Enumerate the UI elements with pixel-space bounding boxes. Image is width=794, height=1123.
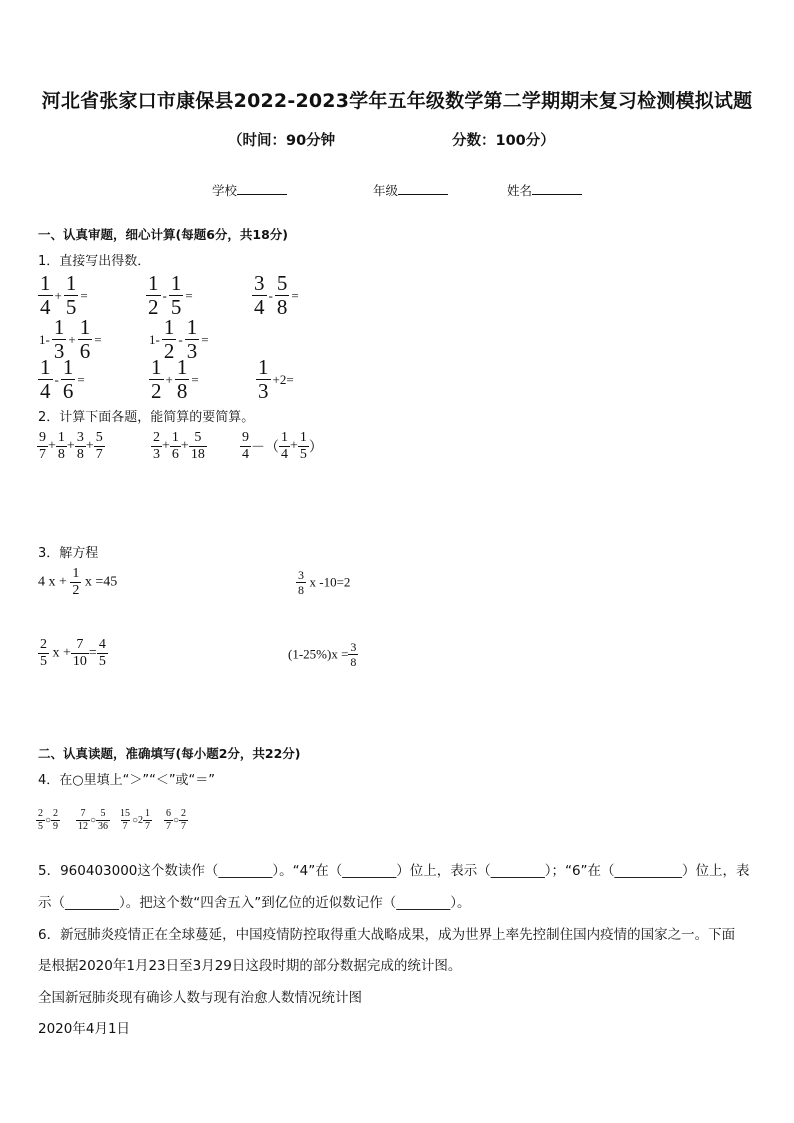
q1-expr-1-3: $\frac{3}{4}$ - $\frac{5}{8}$ = [254,271,299,319]
section-2-heading: 二、认真读题，准确填写(每小题2分，共22分) [38,746,301,761]
q1-expr-1-2: $\frac{1}{2}$ - $\frac{1}{5}$ = [148,271,193,319]
question-5-line-1: 5．960403000这个数读作（________）。“4”在（________）位上，表示（________）；“6”在（__________）位上，表 [38,863,750,879]
question-5-line-2: 示（________）。把这个数“四舍五入”到亿位的近似数记作（________）。 [38,895,471,911]
compare-circle-2[interactable]: ○ [90,814,97,826]
grade-field[interactable] [373,181,448,199]
compare-circle-3[interactable]: ○ [132,814,139,826]
question-4-label: 4．在○里填上“＞”“＜”或“＝” [38,773,216,788]
q1-expr-2-2: 1- $\frac{1}{2}$ - $\frac{1}{3}$ = [149,315,209,363]
q3-equation-2: $\frac{3}{8}$ x -10=2 [298,568,351,597]
q1-expr-3-2: $\frac{1}{2}$ + $\frac{1}{8}$ = [151,355,199,403]
name-field[interactable] [507,181,582,199]
exam-time: （时间：90分钟 [228,133,336,149]
chart-date: 2020年4月1日 [38,1021,131,1037]
q1-expr-2-1: 1- $\frac{1}{3}$ + $\frac{1}{6}$ = [39,315,102,363]
school-field[interactable] [212,181,287,199]
q4-compare-4: $\frac{6}{7}$ ○ $\frac{2}{7}$ [166,808,187,832]
q4-compare-2: $\frac{7}{12}$ ○ $\frac{5}{36}$ [78,808,109,832]
school-blank[interactable] [237,182,287,195]
compare-circle-1[interactable]: ○ [45,814,52,826]
q4-compare-1: $\frac{2}{5}$ ○ $\frac{2}{9}$ [38,808,59,832]
q2-expr-1: $\frac{9}{7}$ + $\frac{1}{8}$ + $\frac{3}{8}$ + $\frac{5}{7}$ [39,430,103,462]
page-title: 河北省张家口市康保县2022-2023学年五年级数学第二学期期末复习检测模拟试题 [41,90,753,112]
question-2-label: 2．计算下面各题，能简算的要简算。 [38,410,255,425]
question-6-line-2: 是根据2020年1月23日至3月29日这段时期的部分数据完成的统计图。 [38,958,462,974]
q3-equation-3: $\frac{2}{5}$ x + $\frac{7}{10}$ = $\frac{4}{5}$ [40,637,106,669]
q3-equation-4: (1-25%)x = $\frac{3}{8}$ [288,640,357,669]
q1-expr-1-1: $\frac{1}{4}$ + $\frac{1}{5}$ = [40,271,88,319]
exam-score: 分数：100分） [452,133,555,149]
q2-expr-3: $\frac{9}{4}$ －（ $\frac{1}{4}$ + $\frac{1}{5}$ ） [242,430,323,462]
name-blank[interactable] [532,182,582,195]
q4-compare-3: $\frac{15}{7}$ ○2 $\frac{1}{7}$ [120,808,151,832]
q1-expr-3-3: $\frac{1}{3}$ +2= [258,355,294,403]
q3-equation-1: 4 x + $\frac{1}{2}$ x =45 [38,566,118,598]
q2-expr-2: $\frac{2}{3}$ + $\frac{1}{6}$ + $\frac{5}{18}$ [153,430,205,462]
grade-blank[interactable] [398,182,448,195]
question-3-label: 3．解方程 [38,546,99,561]
question-1-label: 1．直接写出得数． [38,254,151,269]
grade-label: 年级 [373,183,399,198]
question-6-line-1: 6．新冠肺炎疫情正在全球蔓延，中国疫情防控取得重大战略成果，成为世界上率先控制住国内疫情的国家之一。下面 [38,927,736,943]
q1-expr-3-1: $\frac{1}{4}$ - $\frac{1}{6}$ = [40,355,85,403]
chart-caption: 全国新冠肺炎现有确诊人数与现有治愈人数情况统计图 [38,990,362,1006]
school-label: 学校 [212,183,238,198]
section-1-heading: 一、认真审题，细心计算(每题6分，共18分) [38,227,289,242]
name-label: 姓名 [507,183,533,198]
compare-circle-4[interactable]: ○ [173,814,180,826]
